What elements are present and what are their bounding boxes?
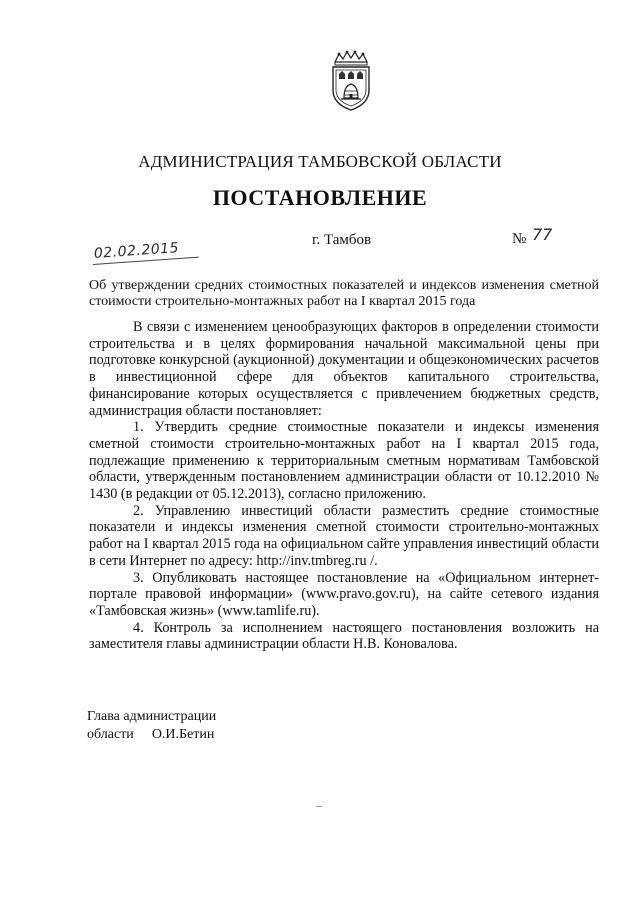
- signature-block: [87, 708, 216, 744]
- paragraph-item-1: 1. Утвердить средние стоимостные показатели и индексы изменения сметной стоимости строительно-монтажных работ на I квартал 2015 года, подлежащие применению к территориальным сметным нормативам Тамбовской области, утвержденным постановлением администрации области от 10.12.2010 № 1430 (в редакции от 05.12.2013), согласно приложению.: [89, 419, 599, 503]
- coat-of-arms-icon: [325, 50, 377, 112]
- signer-title-line1: Глава администрации: [87, 709, 217, 724]
- number-label: №: [512, 231, 527, 247]
- document-type: ПОСТАНОВЛЕНИЕ: [212, 185, 428, 210]
- paragraph-item-4: 4. Контроль за исполнением настоящего постановления возложить на заместителя главы администрации области Н.В. Коновалова.: [89, 619, 599, 653]
- paragraph-preamble: В связи с изменением ценообразующих факторов в определении стоимости строительства и в целях формирования начальной максимальной цены при подготовке конкурсной (аукционной) документации и общеэкономических расчетов в инвестиционной сфере для объектов капитального строительства, финансирование которых осуществляется с привлечением бюджетных средств, администрация области постановляет:: [89, 319, 599, 419]
- signer-name: О.И.Бетин: [151, 727, 215, 742]
- organization-name: АДМИНИСТРАЦИЯ ТАМБОВСКОЙ ОБЛАСТИ: [138, 152, 502, 171]
- document-date: 02.02.2015: [93, 240, 180, 262]
- document-subject: Об утверждении средних стоимостных показателей и индексов изменения сметной стоимости строительно-монтажных работ на I квартал 2015 года: [89, 278, 599, 309]
- paragraph-item-2: 2. Управлению инвестиций области разместить средние стоимостные показатели и индексы изменения сметной стоимости строительно-монтажных работ на I квартал 2015 года на официальном сайте управления инвестиций области в сети Интернет по адресу: http://inv.tmbreg.ru /.: [89, 502, 599, 569]
- city: г. Тамбов: [312, 232, 372, 248]
- scan-mark: [316, 806, 322, 807]
- signer-title-line2: области: [87, 727, 134, 742]
- document-body: [89, 319, 599, 653]
- document-number: 77: [532, 225, 553, 244]
- paragraph-item-3: 3. Опубликовать настоящее постановление на «Официальном интернет-портале правовой информации» (www.pravo.gov.ru), на сайте сетевого издания «Тамбовская жизнь» (www.tamlife.ru).: [89, 569, 599, 619]
